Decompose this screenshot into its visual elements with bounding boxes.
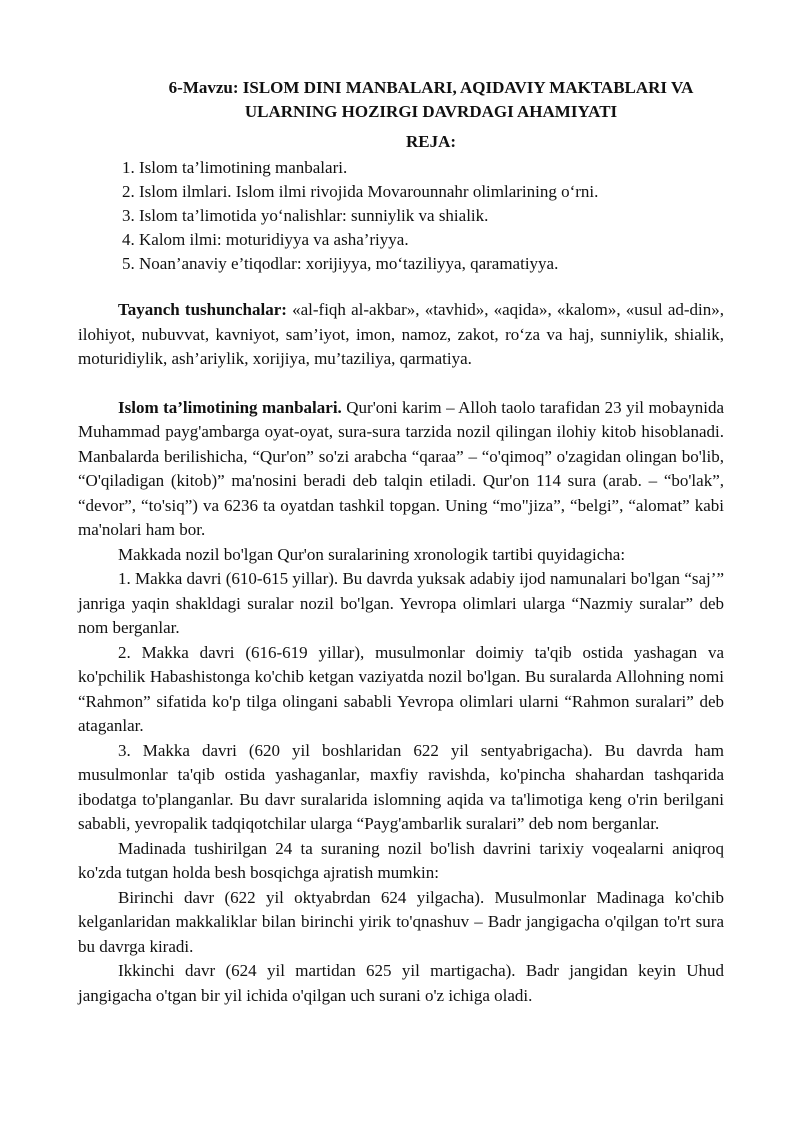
plan-item: 5. Noan’anaviy e’tiqodlar: xorijiyya, mo‘taziliyya, qaramatiyya. [122, 254, 559, 273]
plan-item: 3. Islom ta’limotida yo‘nalishlar: sunniylik va shialik. [122, 206, 489, 225]
key-concepts-paragraph [78, 298, 724, 372]
body-paragraph: 3. Makka davri (620 yil boshlaridan 622 yil sentyabrigacha). Bu davrda ham musulmonlar ta'qib ostida yashaganlar, maxfiy ravishda, ko'pincha shahardan tashqarida ibodatga to'planganlar. Bu davr suralarida islomning aqida va ta'limotiga keng o'rin berilgani sababli, yevropalik tadqiqotchilar ularga “Payg'ambarlik suralari” deb nom berganlar. [78, 740, 724, 833]
body-paragraph: 1. Makka davri (610-615 yillar). Bu davrda yuksak adabiy ijod namunalari bo'lgan “saj’” janriga yaqin shakldagi suralar nozil bo'lgan. Yevropa olimlari ularga “Nazmiy suralar” deb nom berganlar. [78, 569, 724, 637]
key-concepts-text: «al-fiqh al-akbar», «tavhid», «aqida», «kalom», «usul ad-din», ilohiyot, nubuvvat, kavniyot, sam’iyot, imon, namoz, zakot, ro‘za va haj, sunniylik, shialik, moturidiylik, ash’ariylik, xorijiya, mu’taziliya, qarmatiya. [78, 300, 724, 368]
section-heading: Islom ta’limotining manbalari. [118, 397, 342, 417]
plan-heading: REJA: [405, 132, 457, 151]
body-paragraph: Makkada nozil bo'lgan Qur'on suralarining xronologik tartibi quyidagicha: [118, 544, 626, 564]
page-title [138, 76, 724, 124]
key-concepts-label: Tayanch tushunchalar: [118, 300, 287, 319]
body-paragraph: Birinchi davr (622 yil oktyabrdan 624 yilgacha). Musulmonlar Madinaga ko'chib kelganlaridan makkaliklar bilan birinchi yirik to'qnashuv – Badr jangigacha o'qilgan to'rt sura bu davrga kiradi. [78, 887, 724, 956]
title-line-1: 6-Mavzu: ISLOM DINI MANBALARI, AQIDAVIY MAKTABLARI VA [168, 78, 694, 97]
body-paragraph: Madinada tushirilgan 24 ta suraning nozil bo'lish davrini tarixiy voqealarni aniqroq ko'zda tutgan holda besh bosqichga ajratish mumkin: [78, 838, 724, 882]
body-paragraph: 2. Makka davri (616-619 yillar), musulmonlar doimiy ta'qib ostida yashagan va ko'pchilik Habashistonga ko'chib ketgan vaziyatda nozil bo'lgan. Bu suralarda Allohning nomi “Rahmon” sifatida ko'p tilga olingani sababli Yevropa olimlari ularni “Rahmon suralari” deb ataganlar. [78, 642, 724, 735]
section-paragraph [78, 396, 724, 543]
plan-item: 4. Kalom ilmi: moturidiyya va asha’riyya. [122, 230, 409, 249]
plan-list [78, 156, 724, 276]
plan-item: 1. Islom ta’limotining manbalari. [122, 158, 348, 177]
plan-item: 2. Islom ilmlari. Islom ilmi rivojida Movarounnahr olimlarining o‘rni. [122, 182, 599, 201]
body-paragraph: Ikkinchi davr (624 yil martidan 625 yil martigacha). Badr jangidan keyin Uhud jangigacha o'tgan bir yil ichida o'qilgan uch surani o'z ichiga oladi. [78, 961, 724, 1005]
title-line-2: ULARNING HOZIRGI DAVRDAGI AHAMIYATI [244, 102, 618, 121]
section-text: Qur'oni karim – Alloh taolo tarafidan 23 yil mobaynida Muhammad payg'ambarga oyat-oyat, sura-sura tarzida nozil qilingan ilohiy kitob hisoblanadi. Manbalarda berilishicha, “Qur'on” so'zi arabcha “qaraa” – “o'qimoq” o'zagidan olingan bo'lib, “O'qiladigan (kitob)” ma'nosini beradi deb talqin etiladi. Qur'on 114 sura (arab. – “bo'lak”, “devor”, “to'siq”) va 6236 ta oyatdan tashkil topgan. Uning “mo"jiza”, “belgi”, “alomat” kabi ma'nolari ham bor. [78, 397, 725, 539]
